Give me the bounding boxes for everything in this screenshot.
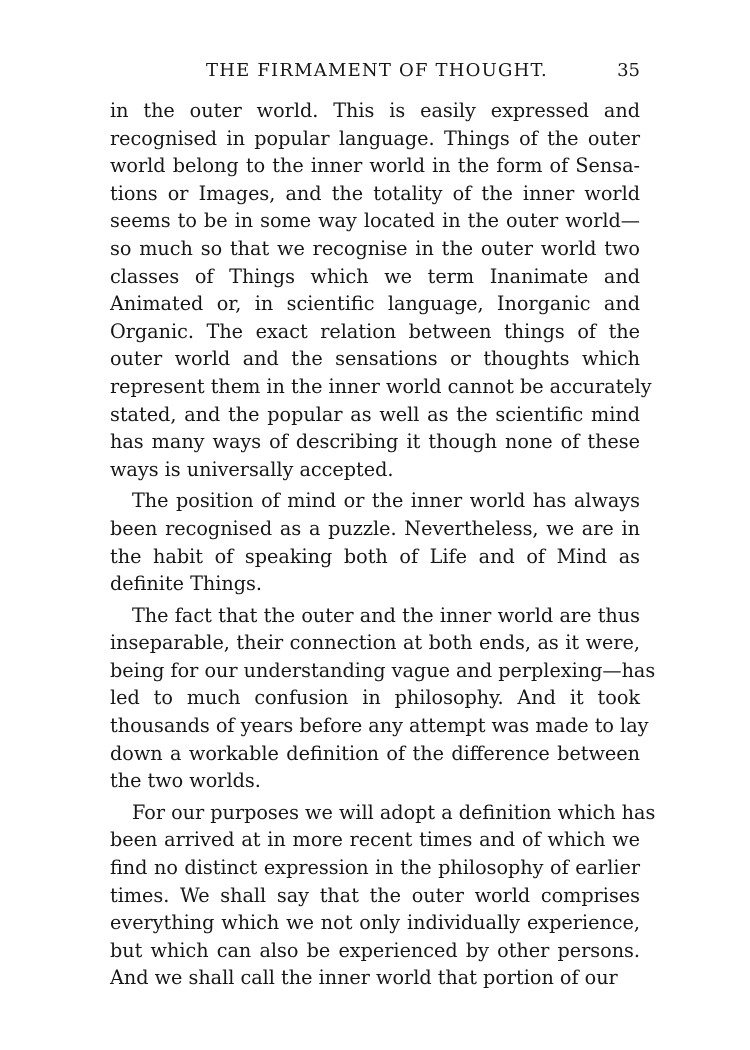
text-line: world belong to the inner world in the form of Sensa-: [110, 154, 640, 178]
text-line: in the outer world. This is easily expressed and: [110, 99, 640, 122]
text-line: been recognised as a puzzle. Nevertheless, we are in: [110, 516, 640, 540]
text-line: Animated or, in scientific language, Inorganic and: [110, 292, 640, 316]
text-line: Organic. The exact relation between things of the: [110, 319, 640, 343]
paragraph: [110, 602, 656, 795]
text-line: outer world and the sensations or thoughts which: [110, 347, 640, 371]
text-line: definite Things.: [110, 572, 262, 596]
text-line: And we shall call the inner world that portion of our: [110, 966, 618, 990]
text-line: down a workable definition of the difference between: [110, 741, 640, 765]
paragraph: [110, 487, 640, 597]
paragraph: [110, 799, 656, 992]
paragraph: [110, 97, 652, 483]
text-line: represent them in the inner world cannot be accurately: [110, 374, 652, 398]
text-line: times. We shall say that the outer world comprises: [110, 883, 640, 907]
text-line: but which can also be experienced by other persons.: [110, 938, 640, 962]
text-line: recognised in popular language. Things of the outer: [110, 126, 640, 150]
text-line: everything which we not only individually experience,: [110, 911, 640, 935]
text-line: seems to be in some way located in the outer world—: [110, 209, 640, 233]
text-line: The position of mind or the inner world has always: [132, 489, 640, 513]
text-line: the two worlds.: [110, 769, 261, 793]
text-line: stated, and the popular as well as the scientific mind: [110, 402, 640, 426]
text-line: ways is universally accepted.: [110, 457, 394, 481]
text-line: the habit of speaking both of Life and of Mind as: [110, 544, 640, 568]
body-text: [110, 97, 656, 992]
running-title: THE FIRMAMENT OF THOUGHT.: [206, 60, 548, 81]
text-line: The fact that the outer and the inner world are thus: [132, 603, 640, 627]
text-line: thousands of years before any attempt was made to lay: [110, 714, 649, 738]
text-line: been arrived at in more recent times and of which we: [110, 828, 640, 852]
running-head: [108, 56, 640, 86]
text-line: classes of Things which we term Inanimate and: [110, 264, 640, 288]
page-number: 35: [617, 60, 640, 81]
text-line: has many ways of describing it though none of these: [110, 430, 640, 454]
text-line: inseparable, their connection at both ends, as it were,: [110, 631, 640, 655]
text-line: tions or Images, and the totality of the inner world: [110, 181, 640, 205]
text-line: led to much confusion in philosophy. And it took: [110, 686, 640, 710]
text-line: For our purposes we will adopt a definition which has: [132, 800, 656, 824]
text-line: being for our understanding vague and perplexing—has: [110, 658, 656, 682]
text-line: find no distinct expression in the philosophy of earlier: [110, 856, 640, 880]
text-line: so much so that we recognise in the outer world two: [110, 236, 640, 260]
